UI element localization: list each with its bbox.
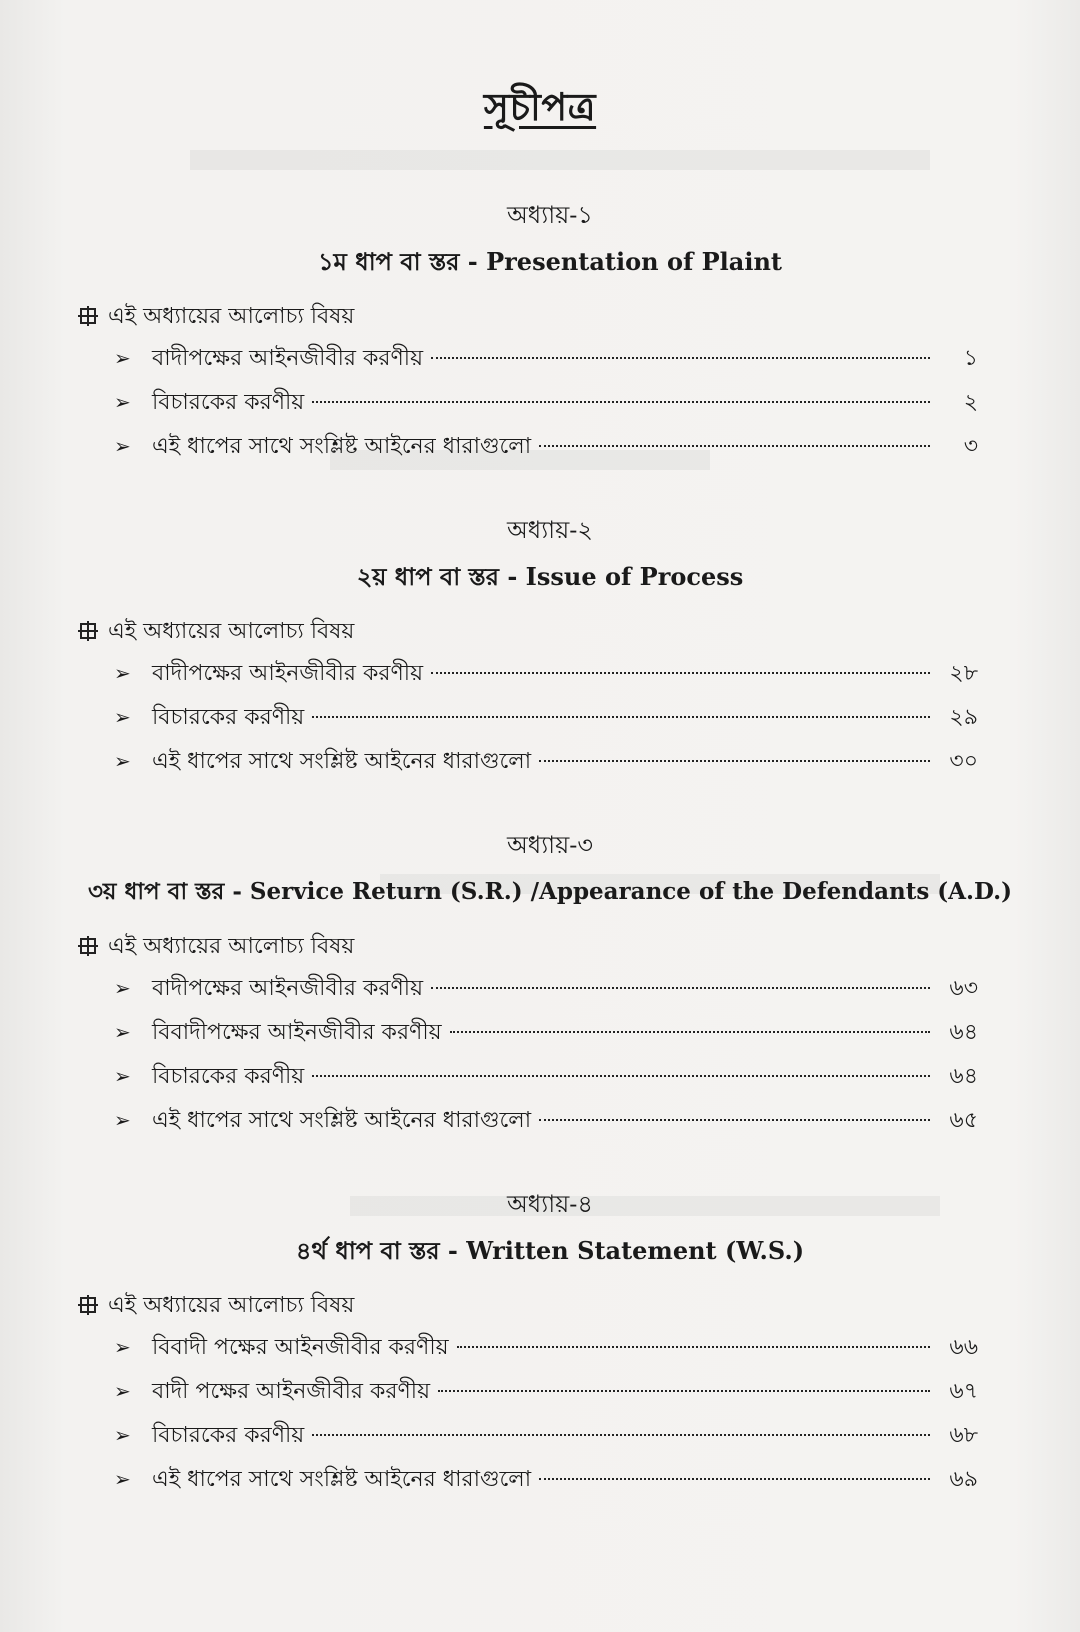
- arrow-bullet-icon: ➢: [114, 705, 131, 729]
- toc-entry[interactable]: [70, 1413, 1030, 1457]
- toc-entry[interactable]: [70, 380, 1030, 424]
- section-heading: [70, 1287, 1030, 1325]
- chapter-number: অধ্যায়-১: [507, 201, 593, 229]
- chapter-2: [70, 513, 1030, 783]
- toc-list: [70, 1325, 1030, 1501]
- toc-list: [70, 966, 1030, 1142]
- chapter-3: [70, 828, 1030, 1142]
- toc-entry-label: বিচারকের করণীয়: [152, 1423, 305, 1448]
- dot-leader: [539, 760, 930, 762]
- page-title: সূচীপত্র: [483, 84, 597, 129]
- toc-entry-page: ৩: [963, 434, 978, 459]
- toc-entry[interactable]: [70, 966, 1030, 1010]
- chapter-stage-title: ১ম ধাপ বা স্তর - Presentation of Plaint: [317, 247, 783, 276]
- toc-entry-label: এই ধাপের সাথে সংশ্লিষ্ট আইনের ধারাগুলো: [152, 1108, 532, 1133]
- chapter-1: [70, 198, 1030, 468]
- arrow-bullet-icon: ➢: [114, 1379, 131, 1403]
- toc-entry-page: ৬৮: [949, 1423, 978, 1448]
- dot-leader: [457, 1346, 930, 1348]
- dot-leader: [450, 1031, 930, 1033]
- section-heading-text: এই অধ্যায়ের আলোচ্য বিষয়: [108, 304, 355, 329]
- arrow-bullet-icon: ➢: [114, 346, 131, 370]
- arrow-bullet-icon: ➢: [114, 1020, 131, 1044]
- toc-entry-page: ১: [963, 346, 978, 371]
- toc-entry-label: বিবাদী পক্ষের আইনজীবীর করণীয়: [152, 1335, 449, 1360]
- toc-entry[interactable]: [70, 1325, 1030, 1369]
- toc-list: [70, 336, 1030, 468]
- chapter-number: অধ্যায়-২: [506, 516, 593, 544]
- toc-entry-label: এই ধাপের সাথে সংশ্লিষ্ট আইনের ধারাগুলো: [152, 1467, 532, 1492]
- toc-entry-label: বিচারকের করণীয়: [152, 1064, 305, 1089]
- toc-entry-page: ৬৪: [949, 1064, 978, 1089]
- toc-entry-label: বাদী পক্ষের আইনজীবীর করণীয়: [152, 1379, 431, 1404]
- dot-leader: [312, 1434, 930, 1436]
- section-heading-text: এই অধ্যায়ের আলোচ্য বিষয়: [108, 1293, 355, 1318]
- toc-entry-page: ৬৩: [949, 976, 978, 1001]
- toc-entry-label: এই ধাপের সাথে সংশ্লিষ্ট আইনের ধারাগুলো: [152, 749, 532, 774]
- dot-leader: [312, 1075, 930, 1077]
- chapter-number: অধ্যায়-৪: [507, 1190, 593, 1218]
- toc-entry[interactable]: [70, 1010, 1030, 1054]
- toc-entry[interactable]: [70, 695, 1030, 739]
- square-bullet-icon: [80, 1297, 96, 1313]
- bleed-through-line: [190, 150, 930, 170]
- arrow-bullet-icon: ➢: [114, 749, 131, 773]
- toc-list: [70, 651, 1030, 783]
- toc-entry[interactable]: [70, 1369, 1030, 1413]
- toc-entry-label: বাদীপক্ষের আইনজীবীর করণীয়: [152, 346, 424, 371]
- toc-entry-label: বিচারকের করণীয়: [152, 390, 305, 415]
- toc-entry-label: এই ধাপের সাথে সংশ্লিষ্ট আইনের ধারাগুলো: [152, 434, 532, 459]
- dot-leader: [539, 1119, 930, 1121]
- toc-entry-page: ৩০: [949, 749, 978, 774]
- dot-leader: [539, 1478, 930, 1480]
- square-bullet-icon: [80, 623, 96, 639]
- toc-entry-label: বাদীপক্ষের আইনজীবীর করণীয়: [152, 976, 424, 1001]
- section-heading: [70, 928, 1030, 966]
- toc-entry-page: ২: [963, 390, 978, 415]
- dot-leader: [312, 716, 930, 718]
- section-heading: [70, 613, 1030, 651]
- toc-entry[interactable]: [70, 651, 1030, 695]
- arrow-bullet-icon: ➢: [114, 434, 131, 458]
- chapter-stage-title: ২য় ধাপ বা স্তর - Issue of Process: [356, 562, 744, 591]
- chapter-stage-title: ৪র্থ ধাপ বা স্তর - Written Statement (W.S.): [295, 1236, 805, 1265]
- chapter-4: [70, 1187, 1030, 1501]
- dot-leader: [431, 672, 930, 674]
- arrow-bullet-icon: ➢: [114, 1335, 131, 1359]
- toc-entry-label: বাদীপক্ষের আইনজীবীর করণীয়: [152, 661, 424, 686]
- arrow-bullet-icon: ➢: [114, 1108, 131, 1132]
- square-bullet-icon: [80, 938, 96, 954]
- toc-entry[interactable]: [70, 424, 1030, 468]
- arrow-bullet-icon: ➢: [114, 390, 131, 414]
- toc-entry-page: ৬৯: [949, 1467, 978, 1492]
- toc-entry[interactable]: [70, 1098, 1030, 1142]
- toc-entry-label: বিবাদীপক্ষের আইনজীবীর করণীয়: [152, 1020, 442, 1045]
- toc-entry[interactable]: [70, 1457, 1030, 1501]
- toc-entry-page: ৬৭: [949, 1379, 978, 1404]
- arrow-bullet-icon: ➢: [114, 1064, 131, 1088]
- toc-entry-page: ২৮: [949, 661, 978, 686]
- dot-leader: [539, 445, 930, 447]
- arrow-bullet-icon: ➢: [114, 976, 131, 1000]
- toc-entry[interactable]: [70, 336, 1030, 380]
- dot-leader: [312, 401, 930, 403]
- toc-entry-page: ৬৫: [949, 1108, 978, 1133]
- arrow-bullet-icon: ➢: [114, 1467, 131, 1491]
- square-bullet-icon: [80, 308, 96, 324]
- dot-leader: [438, 1390, 930, 1392]
- section-heading-text: এই অধ্যায়ের আলোচ্য বিষয়: [108, 619, 355, 644]
- section-heading-text: এই অধ্যায়ের আলোচ্য বিষয়: [108, 934, 355, 959]
- arrow-bullet-icon: ➢: [114, 661, 131, 685]
- toc-entry-label: বিচারকের করণীয়: [152, 705, 305, 730]
- chapter-number: অধ্যায়-৩: [506, 831, 593, 859]
- chapter-stage-title: ৩য় ধাপ বা স্তর - Service Return (S.R.) /Appearance of the Defendants (A.D.): [87, 878, 1013, 905]
- dot-leader: [431, 357, 930, 359]
- arrow-bullet-icon: ➢: [114, 1423, 131, 1447]
- dot-leader: [431, 987, 930, 989]
- toc-entry-page: ৬৬: [949, 1335, 978, 1360]
- section-heading: [70, 298, 1030, 336]
- toc-entry-page: ২৯: [949, 705, 978, 730]
- toc-entry[interactable]: [70, 739, 1030, 783]
- toc-entry[interactable]: [70, 1054, 1030, 1098]
- toc-entry-page: ৬৪: [949, 1020, 978, 1045]
